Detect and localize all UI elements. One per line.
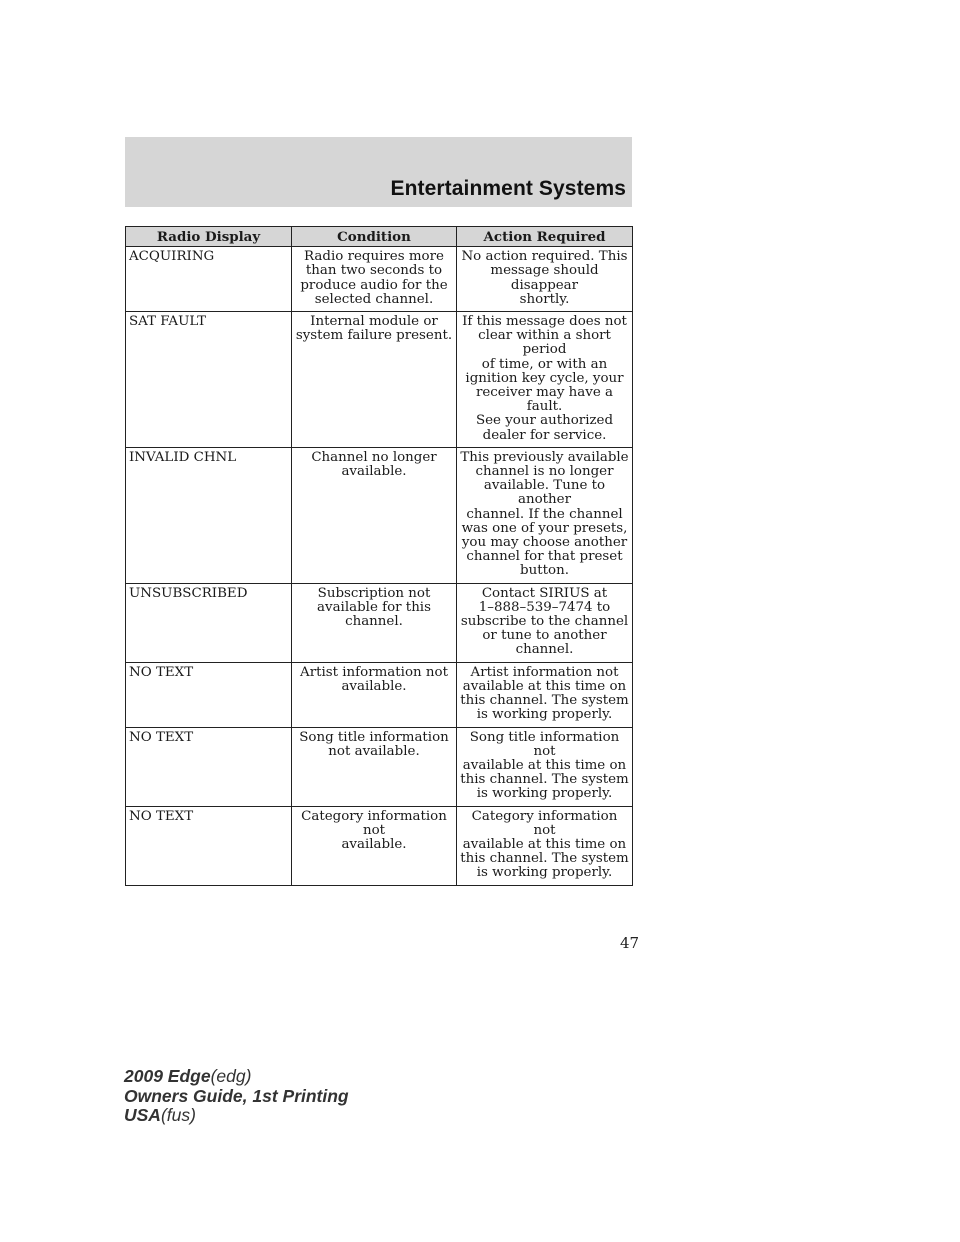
radio-display-cell: INVALID CHNL [126,447,292,583]
section-title: Entertainment Systems [390,177,626,200]
footer-market: USA [124,1105,161,1125]
table-row [126,447,633,583]
radio-display-cell: UNSUBSCRIBED [126,583,292,662]
table-row [126,312,633,448]
footer-model-year: 2009 Edge [124,1066,211,1086]
action-required-cell: Artist information not available at this time on this channel. The system is working properly. [457,662,633,727]
column-header-condition: Condition [292,227,457,247]
action-required-cell: No action required. This message should disappear shortly. [457,247,633,312]
page-number: 47 [620,934,640,952]
section-header-band [125,137,632,207]
table-row [126,727,633,806]
condition-cell: Internal module or system failure present. [292,312,457,448]
radio-display-cell: ACQUIRING [126,247,292,312]
column-header-action-required: Action Required [457,227,633,247]
condition-cell: Category information not available. [292,806,457,885]
footer-line-printing: Owners Guide, 1st Printing [124,1085,349,1106]
action-required-cell: This previously available channel is no longer available. Tune to another channel. If the channel was one of your presets, you may choose another channel for that preset button. [457,447,633,583]
action-required-cell: Song title information not available at this time on this channel. The system is working properly. [457,727,633,806]
condition-cell: Radio requires more than two seconds to produce audio for the selected channel. [292,247,457,312]
table-row [126,583,633,662]
document-footer [124,1067,349,1126]
table-row [126,806,633,885]
radio-display-cell: SAT FAULT [126,312,292,448]
action-required-cell: If this message does not clear within a short period of time, or with an ignition key cycle, your receiver may have a fault. See your authorized dealer for service. [457,312,633,448]
footer-model-code: (edg) [210,1066,252,1086]
condition-cell: Channel no longer available. [292,447,457,583]
column-header-radio-display: Radio Display [126,227,292,247]
radio-display-cell: NO TEXT [126,806,292,885]
action-required-cell: Category information not available at this time on this channel. The system is working properly. [457,806,633,885]
condition-cell: Subscription not available for this channel. [292,583,457,662]
satellite-radio-display-table [125,226,633,886]
table-row [126,662,633,727]
radio-display-cell: NO TEXT [126,727,292,806]
footer-line-market [124,1106,349,1126]
condition-cell: Song title information not available. [292,727,457,806]
radio-display-cell: NO TEXT [126,662,292,727]
footer-market-code: (fus) [160,1105,196,1125]
footer-line-model [124,1067,349,1087]
table-header-row [126,227,633,247]
condition-cell: Artist information not available. [292,662,457,727]
action-required-cell: Contact SIRIUS at 1–888–539–7474 to subscribe to the channel or tune to another channel. [457,583,633,662]
table-row [126,247,633,312]
